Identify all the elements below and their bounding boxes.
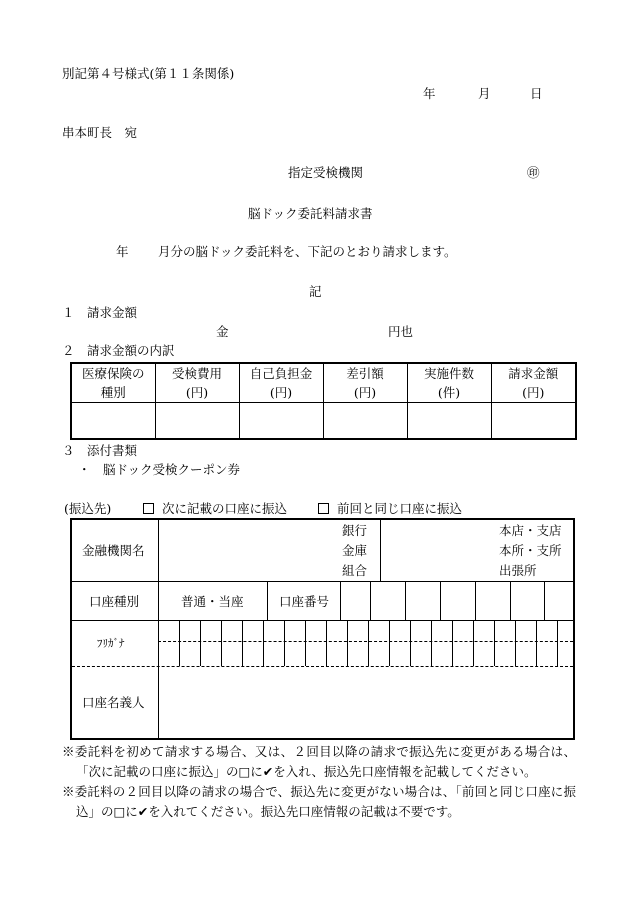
form-number: 別記第４号様式(第１１条関係) — [62, 66, 235, 81]
breakdown-entry-row — [71, 403, 576, 439]
note-first: ※委託料を初めて請求する場合、又は、２回目以降の請求で振込先に変更がある場合は、「次に記載の口座に振込」の□に✔を入れ、振込先口座情報を記載してください。 — [62, 744, 576, 779]
col-self-pay: 自己負担金 (円) — [239, 363, 323, 403]
checkbox-new-account[interactable] — [143, 503, 154, 514]
amount-prefix: 金 — [216, 324, 229, 339]
notes — [62, 742, 576, 822]
option-new-account[interactable] — [143, 501, 287, 516]
attachment-item: ・ 脳ドック受検クーポン券 — [78, 462, 241, 477]
branch-office: 本所・支所 — [499, 543, 562, 558]
col-count: 実施件数 (件) — [407, 363, 491, 403]
document-title: 脳ドック委託料請求書 — [248, 206, 373, 221]
option-new-account-label: 次に記載の口座に振込 — [161, 501, 287, 516]
section2-heading: ２ 請求金額の内訳 — [62, 343, 175, 358]
branch-main: 本店・支店 — [499, 523, 562, 538]
note-second: ※委託料の２回目以降の請求の場合で、振込先に変更がない場合は、「前回と同じ口座に振込」の□に✔を入れてください。振込先口座情報の記載は不要です。 — [62, 784, 576, 819]
entry-insurance-type[interactable] — [71, 403, 155, 439]
checkbox-same-account[interactable] — [318, 503, 329, 514]
institution-name-label: 金融機関名 — [82, 543, 145, 558]
institution-label: 指定受検機関 — [288, 165, 364, 180]
addressee: 串本町長 宛 — [62, 125, 138, 140]
furigana-label: ﾌﾘｶﾞﾅ — [97, 637, 125, 650]
section1-heading: １ 請求金額 — [62, 305, 138, 320]
account-number-label: 口座番号 — [279, 594, 330, 609]
option-same-account[interactable] — [318, 501, 462, 516]
seal-mark: ㊞ — [527, 165, 540, 180]
date-month: 月 — [478, 86, 491, 101]
ki-heading: 記 — [309, 284, 322, 299]
type-credit-union: 金庫 — [342, 543, 368, 558]
breakdown-header-row — [71, 363, 576, 403]
col-exam-cost: 受検費用 (円) — [155, 363, 239, 403]
section3-heading: ３ 添付書類 — [62, 443, 138, 458]
date-year: 年 — [423, 86, 436, 101]
transfer-label: (振込先) — [64, 501, 112, 516]
entry-count[interactable] — [407, 403, 491, 439]
bank-table — [70, 518, 575, 740]
account-type-label: 口座種別 — [89, 594, 140, 609]
entry-billed-amount[interactable] — [491, 403, 576, 439]
intro-year: 年 — [116, 244, 129, 259]
amount-suffix: 円也 — [388, 324, 414, 339]
entry-exam-cost[interactable] — [155, 403, 239, 439]
type-cooperative: 組合 — [342, 563, 368, 578]
branch-sub: 出張所 — [499, 563, 537, 578]
date-day: 日 — [530, 86, 543, 101]
intro-text: 月分の脳ドック委託料を、下記のとおり請求します。 — [158, 244, 457, 259]
col-difference: 差引額 (円) — [323, 363, 407, 403]
option-same-account-label: 前回と同じ口座に振込 — [336, 501, 462, 516]
account-type-value: 普通・当座 — [181, 594, 244, 609]
col-billed-amount: 請求金額 (円) — [491, 363, 576, 403]
entry-self-pay[interactable] — [239, 403, 323, 439]
type-bank: 銀行 — [342, 523, 368, 538]
entry-difference[interactable] — [323, 403, 407, 439]
breakdown-table — [70, 362, 577, 440]
col-insurance-type: 医療保険の 種別 — [71, 363, 155, 403]
account-holder-label: 口座名義人 — [82, 695, 145, 710]
